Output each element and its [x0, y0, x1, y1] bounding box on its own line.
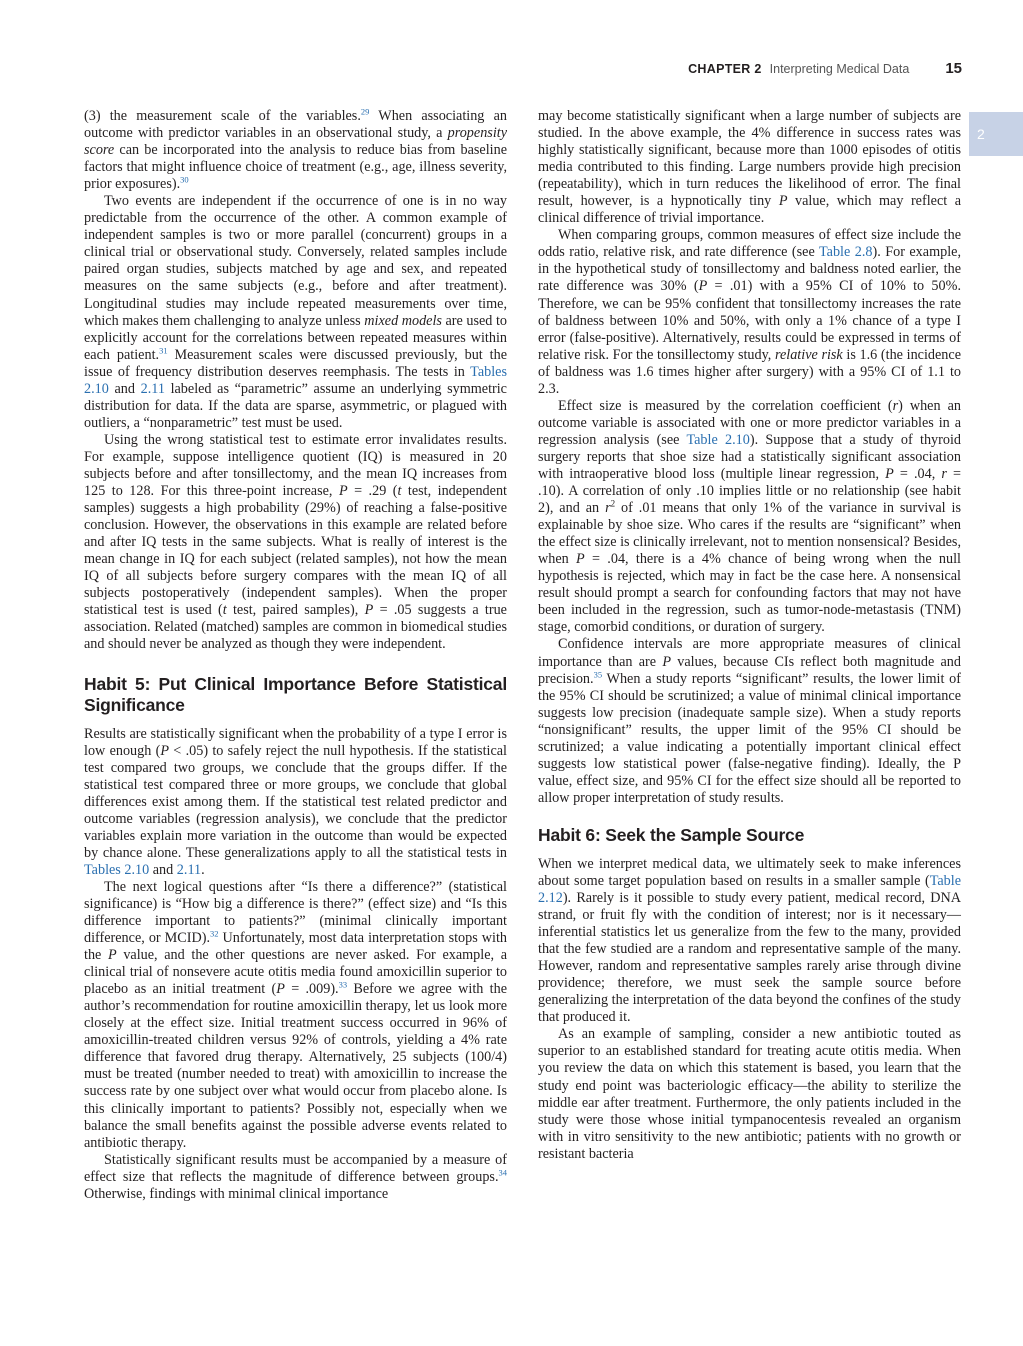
chapter-thumb-tab [969, 112, 1023, 156]
paragraph [538, 1026, 961, 1162]
italic-text: P [778, 193, 788, 210]
italic-text: t [222, 602, 227, 619]
text-run: value, which may reflect a clinical difference of trivial importance. [538, 193, 962, 227]
table-cross-reference: Table 2.10 [686, 431, 750, 448]
left-column [84, 108, 507, 1203]
text-run: test, independent samples) suggests a high probability (29%) of reaching a false-positive conclusion. However, the observations in this example are related before and after IQ tests in the same subjects. What is really of interest is the mean change in IQ for each subject (related samples), not how the mean IQ of all subjects before surgery compares with the mean IQ of all subjects postoperatively (independent samples). When the proper statistical test is used ( [84, 483, 507, 619]
text-run: Results are statistically significant when the probability of a type I error is low enough ( [84, 725, 507, 759]
italic-text: P [108, 947, 117, 964]
text-run: (3) the measurement scale of the variables. [84, 108, 361, 124]
italic-text: r [605, 500, 611, 517]
table-cross-reference: Table 2.8 [818, 244, 873, 261]
text-run: When a study reports “significant” results, the lower limit of the 95% CI should be scrutinized; a value of minimal clinical importance suggests low precision (inadequate sample size). When a study reports “nonsignificant” results, the upper limit of the 95% CI should be scrutinized; a value indicating a potentially important clinical effect suggests low statistical power (false-negative finding). Ideally, the P value, effect size, and 95% CI for the effect size should all be reported to allow proper interpretation of study results. [538, 670, 961, 806]
text-run: Confidence intervals are more appropriate measures of clinical importance than are [538, 636, 961, 670]
italic-text: mixed models [364, 312, 442, 329]
text-run: = .04, there is a 4% chance of being wrong when the null hypothesis is rejected, which may in fact be the case here. A nonsensical result should prompt a search for confounding factors that may not have been included in the regression, such as tumor-node-metastasis (TNM) stage, comorbid conditions, or duration of surgery. [538, 551, 961, 636]
paragraph [538, 856, 961, 1026]
text-run: of .01 means that only 1% of the variance in survival is explainable by shoe size. Who cares if the results are “significant” when the effect size is clinically irrelevant, not to mention nonsensical? Besides, when [538, 500, 961, 568]
chapter-label: CHAPTER 2 [688, 62, 762, 76]
running-head [600, 60, 962, 82]
text-run: can be incorporated into the analysis to reduce bias from baseline factors that might influence choice of treatment (e.g., age, illness severity, prior exposures). [84, 142, 507, 193]
superscript: 2 [610, 498, 616, 509]
text-run: When comparing groups, common measures of effect size include the odds ratio, relative risk, and rate difference (see [538, 227, 961, 261]
italic-text: P [364, 602, 374, 619]
text-run: = .10). A correlation of only .10 implies little or no relationship (see habit 2), and an [538, 465, 961, 517]
reference-marker: 30 [180, 174, 189, 185]
right-column [538, 108, 961, 1163]
italic-text: relative risk [774, 346, 843, 363]
paragraph [84, 726, 507, 879]
paragraph [84, 1152, 507, 1203]
chapter-title: Interpreting Medical Data [769, 62, 910, 76]
section-heading-habit-5: Habit 5: Put Clinical Importance Before Statistical Significance [84, 673, 507, 715]
text-run: . [201, 861, 205, 878]
paragraph [538, 108, 961, 227]
table-cross-reference: Tables 2.10 [84, 861, 150, 878]
text-run: is 1.6 (the incidence of baldness was 1.6 times higher after surgery) with a 95% CI of 1.1 to 2.3. [538, 346, 961, 397]
text-run: = .04, [893, 465, 942, 482]
text-run: Unfortunately, most data interpretation stops with the [84, 930, 508, 964]
text-run: ). Rarely is it possible to study every patient, medical record, DNA strand, or fruit fly with the condition of interest; nor is it necessary—inferential statistics let us generalize from the few to the many, provided that the few studied are a random and representative sample of the many. However, random and representative samples rarely arise through divine providence; therefore, we must seek the sample source before generalizing the interpretation of the data beyond the confines of the study that produced it. [538, 890, 961, 1026]
text-run: = .05 suggests a true association. Related (matched) samples are common in biomedical studies and should never be analyzed as though they were independent. [84, 602, 507, 653]
text-run: and [108, 380, 141, 397]
paragraph [84, 432, 507, 654]
text-run: As an example of sampling, consider a new antibiotic touted as superior to an established standard for treating acute otitis media. When you review the data on which this statement is based, you learn that the study end point was bacteriologic efficacy—the ability to sterilize the middle ear after treatment. Furthermore, the only patients included in the study were those whose initial tympanocentesis revealed an organism with in vitro sensitivity to the new antibiotic; patients with no growth or resistant bacteria [538, 1026, 961, 1162]
text-run: ). Suppose that a study of thyroid surgery reports that shoe size had a statistically significant association with intraoperative blood loss (multiple linear regression, [538, 431, 961, 482]
paragraph [84, 108, 507, 193]
reference-marker: 31 [159, 344, 168, 355]
text-run: When associating an outcome with predictor variables in an observational study, a [84, 108, 507, 142]
italic-text: t [397, 483, 402, 500]
text-run: labeled as “parametric” assume an underlying symmetric distribution for data. If the data are sparse, asymmetric, or plagued with outliers, a “nonparametric” test must be used. [84, 380, 507, 431]
section-heading-habit-6: Habit 6: Seek the Sample Source [538, 824, 805, 845]
page-number: 15 [945, 60, 962, 77]
italic-text: r [892, 397, 899, 414]
text-run: Otherwise, findings with minimal clinical importance [84, 1185, 389, 1202]
italic-text: P [885, 465, 894, 482]
table-cross-reference: 2.11 [176, 861, 202, 878]
text-run: = .01) with a 95% CI of 10% to 50%. Therefore, we can be 95% confident that tonsillectomy increases the rate of baldness between 10% and 50%, with only a 1% chance of a type I error (false-positive). Alternatively, results could be expressed in terms of relative risk. For the tonsillectomy study, [538, 278, 961, 363]
text-run: values, because CIs reflect both magnitude and precision. [538, 653, 961, 687]
text-run: < .05) to safely reject the null hypothesis. If the statistical test compared two groups, we conclude that the groups differ. If the statistical test compared three or more groups, we conclude that global differences exist among them. If the statistical test related predictor and outcome variables (regression analysis), we conclude that the predictor variables explain more variation in the outcome than would be expected by chance alone. These generalizations apply to all the statistical tests in [84, 742, 507, 861]
reference-marker: 33 [338, 979, 348, 990]
chapter-tab-number: 2 [977, 126, 985, 142]
table-cross-reference: Table 2.12 [538, 872, 961, 907]
text-run: Statistically significant results must be accompanied by a measure of effect size that reflects the magnitude of difference between groups. [84, 1151, 507, 1185]
text-run: = .009). [284, 981, 339, 998]
italic-text: propensity score [84, 125, 507, 159]
paragraph [538, 227, 961, 397]
paragraph [538, 636, 961, 806]
reference-marker: 35 [593, 668, 603, 679]
paragraph [538, 398, 961, 637]
italic-text: P [662, 653, 671, 670]
text-run: Using the wrong statistical test to estimate error invalidates results. For example, suppose intelligence quotient (IQ) is measured in 20 subjects before and after tonsillectomy, and the mean IQ increases from 125 to 128. For this three-point increase, [84, 431, 507, 500]
italic-text: r [941, 465, 947, 482]
italic-text: P [698, 278, 708, 295]
text-run: test, paired samples), [226, 602, 365, 619]
italic-text: P [276, 981, 285, 998]
paragraph [84, 879, 507, 1152]
text-run: ). For example, in the hypothetical study of tonsillectomy and baldness noted earlier, the rate difference was 30% ( [538, 244, 961, 295]
italic-text: P [160, 742, 170, 759]
text-run: Measurement scales were discussed previously, but the issue of frequency distribution deserves reemphasis. The tests in [84, 346, 507, 380]
italic-text: P [338, 483, 348, 500]
italic-text: P [576, 551, 585, 568]
text-run: The next logical questions after “Is there a difference?” (statistical significance) is “How big a difference is there?” (effect size) and “Is this difference important to patients?” (minimal clinically important difference, or MCID). [84, 878, 507, 947]
paragraph [84, 193, 507, 432]
reference-marker: 32 [210, 928, 219, 939]
reference-marker: 34 [498, 1166, 507, 1177]
text-run: are used to explicitly account for the correlations between repeated measures within each patient. [84, 312, 507, 363]
text-run: = .29 ( [347, 483, 398, 500]
text-run: ) when an outcome variable is associated with one or more predictor variables in a regression analysis (see [538, 397, 961, 448]
text-run: and [149, 861, 177, 878]
text-run: may become statistically significant when a large number of subjects are studied. In the above example, the 4% difference in success rates was highly statistically significant, because more than 1000 episodes of otitis media contributed to this finding. Large numbers provide high precision (repeatability), which in turn reduces the likelihood of error. The final result, however, is a hypnotically tiny [538, 108, 961, 210]
text-run: Two events are independent if the occurrence of one is in no way predictable from the occurrence of the other. A common example of independent samples is two or more parallel (concurrent) groups in a clinical trial or observational study. Conversely, related samples include paired organ studies, subjects matched by age and sex, and repeated measures on the same subjects (e.g., before and after treatment). Longitudinal studies may include repeated measurements over time, which makes them challenging to analyze unless [84, 193, 507, 329]
text-run: Effect size is measured by the correlation coefficient ( [558, 397, 893, 414]
table-cross-reference: Tables 2.10 [84, 363, 507, 397]
text-run: When we interpret medical data, we ultimately seek to make inferences about some target population based on results in a smaller sample ( [538, 855, 961, 889]
table-cross-reference: 2.11 [140, 380, 165, 397]
text-run: Before we agree with the author’s recommendation for routine amoxicillin therapy, let us look more closely at the effect size. Initial treatment success occurred in 96% of amoxicillin-treated children versus 92% of controls, yielding a 4% rate difference that favored drug therapy. Alternatively, 25 subjects (100/4) must be treated (number needed to treat) with amoxicillin to increase the success rate by one subject over what would occur from placebo alone. Is this clinically important to patients? Possibly not, especially when we balance the small benefits against the possible adverse events related to antibiotic therapy. [84, 981, 507, 1151]
reference-marker: 29 [360, 106, 370, 117]
text-run: value, and the other questions are never asked. For example, a clinical trial of nonsevere acute otitis media found amoxicillin superior to placebo as an initial treatment ( [84, 947, 507, 998]
